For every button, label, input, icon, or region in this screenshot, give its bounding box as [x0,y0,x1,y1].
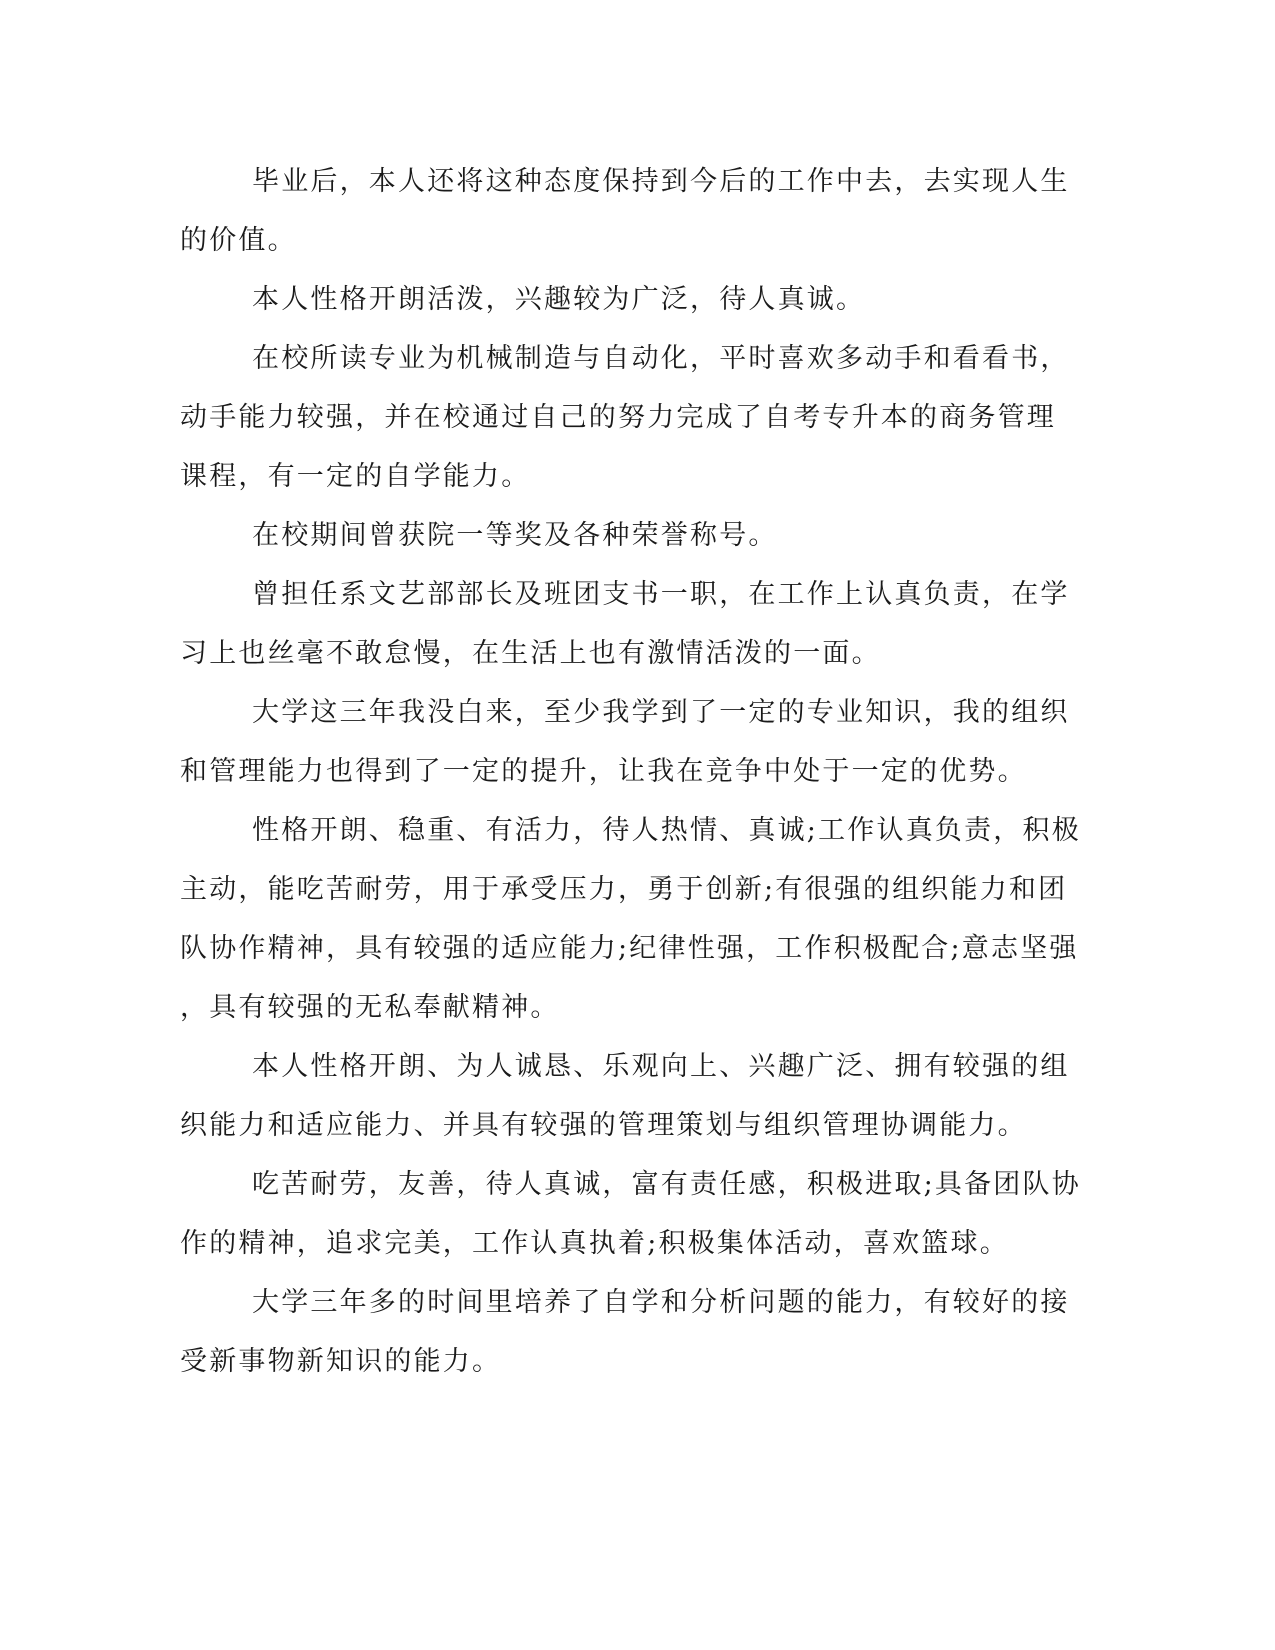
text-line: 习上也丝毫不敢怠慢，在生活上也有激情活泼的一面。 [180,638,881,669]
text-line: 吃苦耐劳，友善，待人真诚，富有责任感，积极进取;具备团队协 [252,1169,1081,1200]
text-line: 大学这三年我没白来，至少我学到了一定的专业知识，我的组织 [252,697,1070,728]
text-line: 本人性格开朗活泼，兴趣较为广泛，待人真诚。 [252,284,866,315]
text-line: 和管理能力也得到了一定的提升，让我在竞争中处于一定的优势。 [180,756,1027,787]
text-line: 队协作精神，具有较强的适应能力;纪律性强，工作积极配合;意志坚强 [180,933,1079,964]
text-line: 在校所读专业为机械制造与自动化，平时喜欢多动手和看看书， [252,343,1070,374]
text-line: 动手能力较强，并在校通过自己的努力完成了自考专升本的商务管理 [180,402,1056,433]
text-line: ，具有较强的无私奉献精神。 [180,992,560,1023]
text-line: 性格开朗、稳重、有活力，待人热情、真诚;工作认真负责，积极 [252,815,1081,846]
text-line: 课程，有一定的自学能力。 [180,461,531,492]
text-line: 作的精神，追求完美，工作认真执着;积极集体活动，喜欢篮球。 [180,1228,1009,1259]
text-line: 织能力和适应能力、并具有较强的管理策划与组织管理协调能力。 [180,1110,1027,1141]
text-line: 的价值。 [180,225,297,256]
text-line: 本人性格开朗、为人诚恳、乐观向上、兴趣广泛、拥有较强的组 [252,1051,1070,1082]
text-line: 受新事物新知识的能力。 [180,1346,502,1377]
text-line: 毕业后，本人还将这种态度保持到今后的工作中去，去实现人生 [252,166,1070,197]
text-line: 在校期间曾获院一等奖及各种荣誉称号。 [252,520,778,551]
text-line: 主动，能吃苦耐劳，用于承受压力，勇于创新;有很强的组织能力和团 [180,874,1068,905]
text-line: 大学三年多的时间里培养了自学和分析问题的能力，有较好的接 [252,1287,1070,1318]
text-line: 曾担任系文艺部部长及班团支书一职，在工作上认真负责，在学 [252,579,1070,610]
